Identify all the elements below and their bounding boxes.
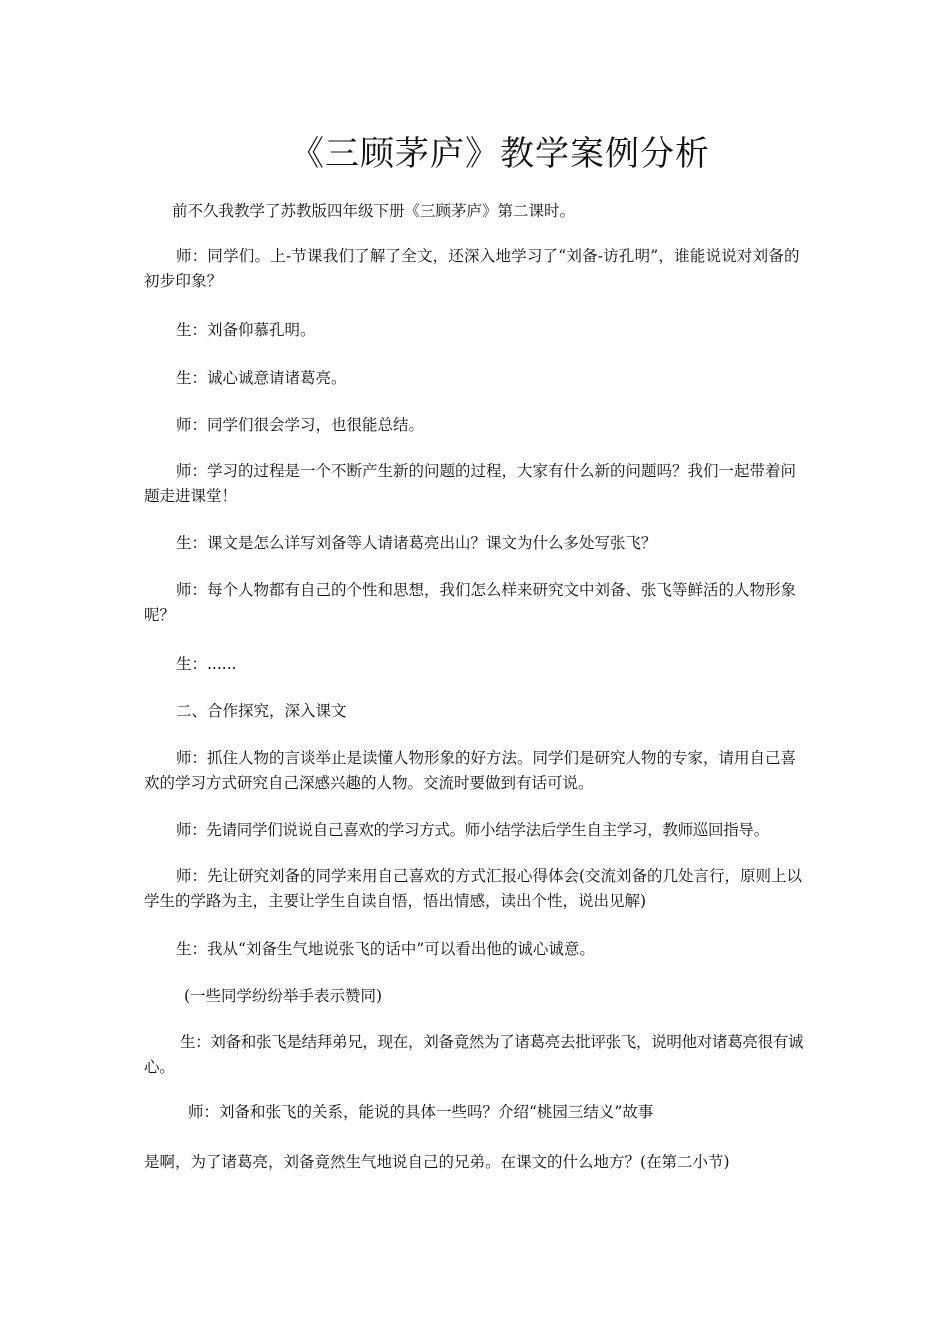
paragraph-student-6: 生：刘备和张飞是结拜弟兄，现在，刘备竟然为了诸葛亮去批评张飞，说明他对诸葛亮很有诚心。 [144,1033,804,1076]
paragraph-student-2: 生：诚心诚意请诸葛亮。 [176,369,347,387]
paragraph-teacher-3: 师：学习的过程是一个不断产生新的问题的过程，大家有什么新的问题吗？我们一起带着问题走进课堂！ [144,462,797,505]
paragraph-note: (一些同学纷纷举手表示赞同) [184,987,383,1005]
section-heading: 二、合作探究，深入课文 [176,702,347,720]
paragraph-teacher-5: 师：抓住人物的言谈举止是读懂人物形象的好方法。同学们是研究人物的专家，请用自己喜欢的学习方式研究自己深感兴趣的人物。交流时要做到有话可说。 [144,749,797,792]
paragraph-teacher-9: 是啊，为了诸葛亮，刘备竟然生气地说自己的兄弟。在课文的什么地方？(在第二小节) [144,1153,730,1171]
paragraph-teacher-7: 师：先让研究刘备的同学来用自己喜欢的方式汇报心得体会(交流刘备的几处言行，原则上以学生的学路为主，主要让学生自读自悟，悟出情感，读出个性，说出见解) [144,867,803,910]
document-title: 《三顾茅庐》教学案例分析 [290,134,710,174]
paragraph-teacher-6: 师：先请同学们说说自己喜欢的学习方式。师小结学法后学生自主学习，教师巡回指导。 [176,821,769,839]
paragraph-intro: 前不久我教学了苏教版四年级下册《三顾茅庐》第二课时。 [172,202,576,220]
paragraph-teacher-1: 师：同学们。上-节课我们了解了全文，还深入地学习了“刘备-访孔明”，谁能说说对刘备的初步印象？ [144,247,800,290]
paragraph-student-5: 生：我从“刘备生气地说张飞的话中”可以看出他的诚心诚意。 [176,940,595,958]
paragraph-student-1: 生：刘备仰慕孔明。 [176,321,316,339]
paragraph-student-3: 生：课文是怎么详写刘备等人请诸葛亮出山？课文为什么多处写张飞？ [176,534,657,552]
paragraph-teacher-8: 师：刘备和张飞的关系，能说的具体一些吗？介绍“桃园三结义”故事 [188,1103,654,1121]
paragraph-teacher-2: 师：同学们很会学习，也很能总结。 [176,416,425,434]
paragraph-student-4: 生：...... [176,655,237,673]
paragraph-teacher-4: 师：每个人物都有自己的个性和思想，我们怎么样来研究文中刘备、张飞等鲜活的人物形象呢？ [144,581,797,624]
